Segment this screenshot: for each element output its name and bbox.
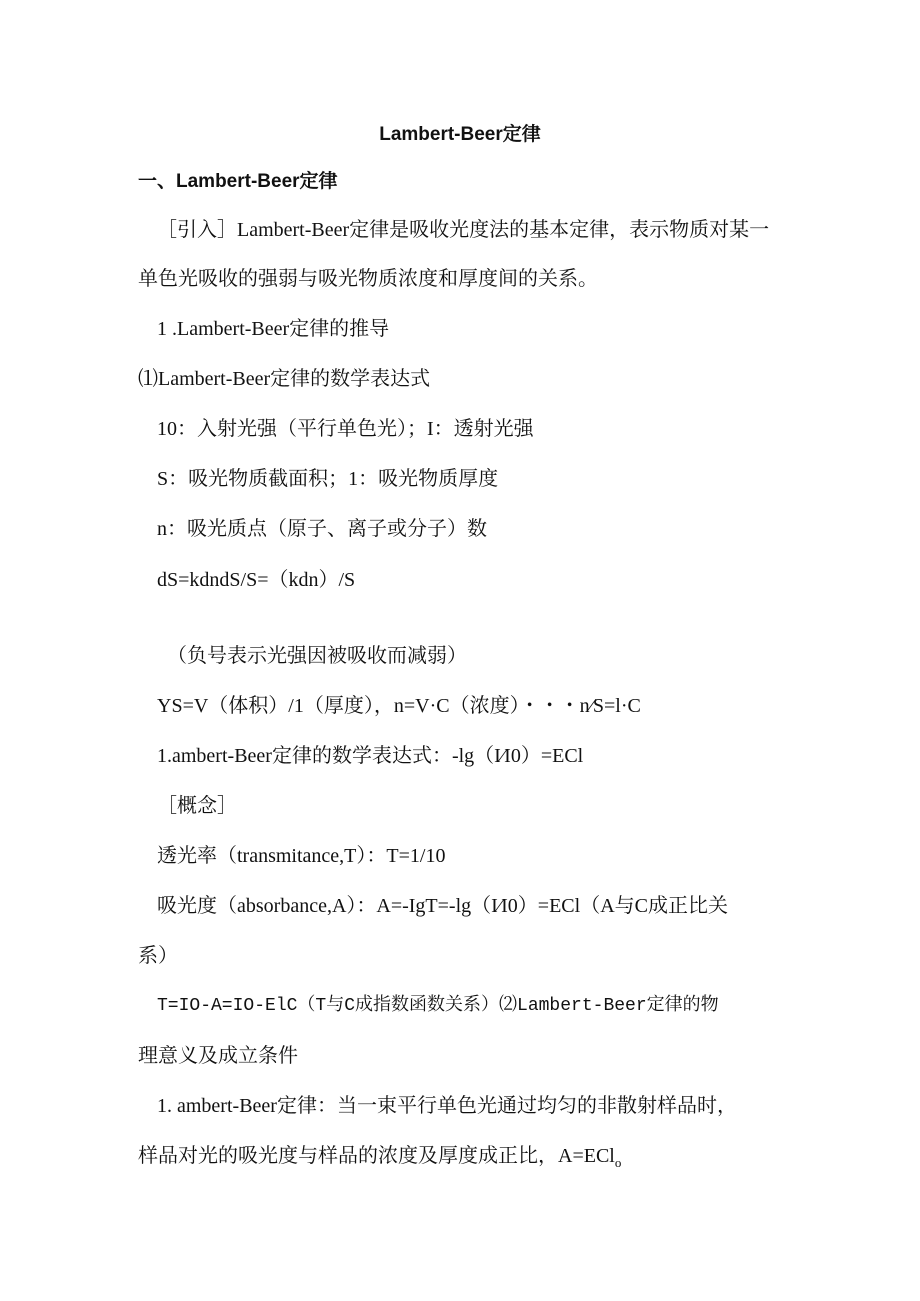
document-title: Lambert-Beer定律 bbox=[379, 124, 541, 145]
absorbance-line-2: 系） bbox=[138, 945, 178, 967]
equation-line-2: YS=V（体积）/1（厚度），n=V·C（浓度）・・・n⁄S=l·C bbox=[157, 695, 641, 717]
law-statement-line-2 bbox=[138, 1143, 621, 1176]
math-expression-line: 1.ambert-Beer定律的数学表达式：-lg（I⁄I0）=ECl bbox=[157, 745, 584, 767]
note-line: （负号表示光强因被吸收而减弱） bbox=[167, 645, 467, 667]
definition-line-3: n：吸光质点（原子、离子或分子）数 bbox=[157, 518, 487, 540]
math-expression-heading: ⑴Lambert-Beer定律的数学表达式 bbox=[138, 368, 431, 390]
definition-line-2: S：吸光物质截面积；1：吸光物质厚度 bbox=[157, 468, 499, 490]
intro-line-2: 单色光吸收的强弱与吸光物质浓度和厚度间的关系。 bbox=[138, 268, 598, 290]
intro-line-1: ［引入］Lambert-Beer定律是吸收光度法的基本定律，表示物质对某一 bbox=[157, 219, 770, 241]
law-statement-text: 样品对光的吸光度与样品的浓度及厚度成正比，A=ECl bbox=[138, 1145, 615, 1167]
concept-heading: ［概念］ bbox=[157, 795, 237, 817]
law-statement-subscript: o bbox=[614, 1155, 622, 1170]
derivation-heading: 1 .Lambert-Beer定律的推导 bbox=[157, 318, 390, 340]
absorbance-line-1: 吸光度（absorbance,A）：A=-IgT=-lg（I⁄I0）=ECl（A与C成正比关 bbox=[157, 895, 728, 917]
section-heading: 一、Lambert-Beer定律 bbox=[138, 171, 338, 192]
equation-line-1: dS=kdndS/S=（kdn）/S bbox=[157, 569, 356, 591]
transmittance-line: 透光率（transmitance,T）：T=1/10 bbox=[157, 845, 446, 867]
law-statement-line-1: 1. ambert-Beer定律：当一束平行单色光通过均匀的非散射样品时， bbox=[157, 1095, 737, 1117]
exponential-line-2: 理意义及成立条件 bbox=[138, 1045, 298, 1067]
definition-line-1: 10：入射光强（平行单色光）；I：透射光强 bbox=[157, 418, 534, 440]
exponential-line-1: T=IO-A=IO-ElC（T与C成指数函数关系）⑵Lambert-Beer定律的物 bbox=[157, 996, 719, 1016]
